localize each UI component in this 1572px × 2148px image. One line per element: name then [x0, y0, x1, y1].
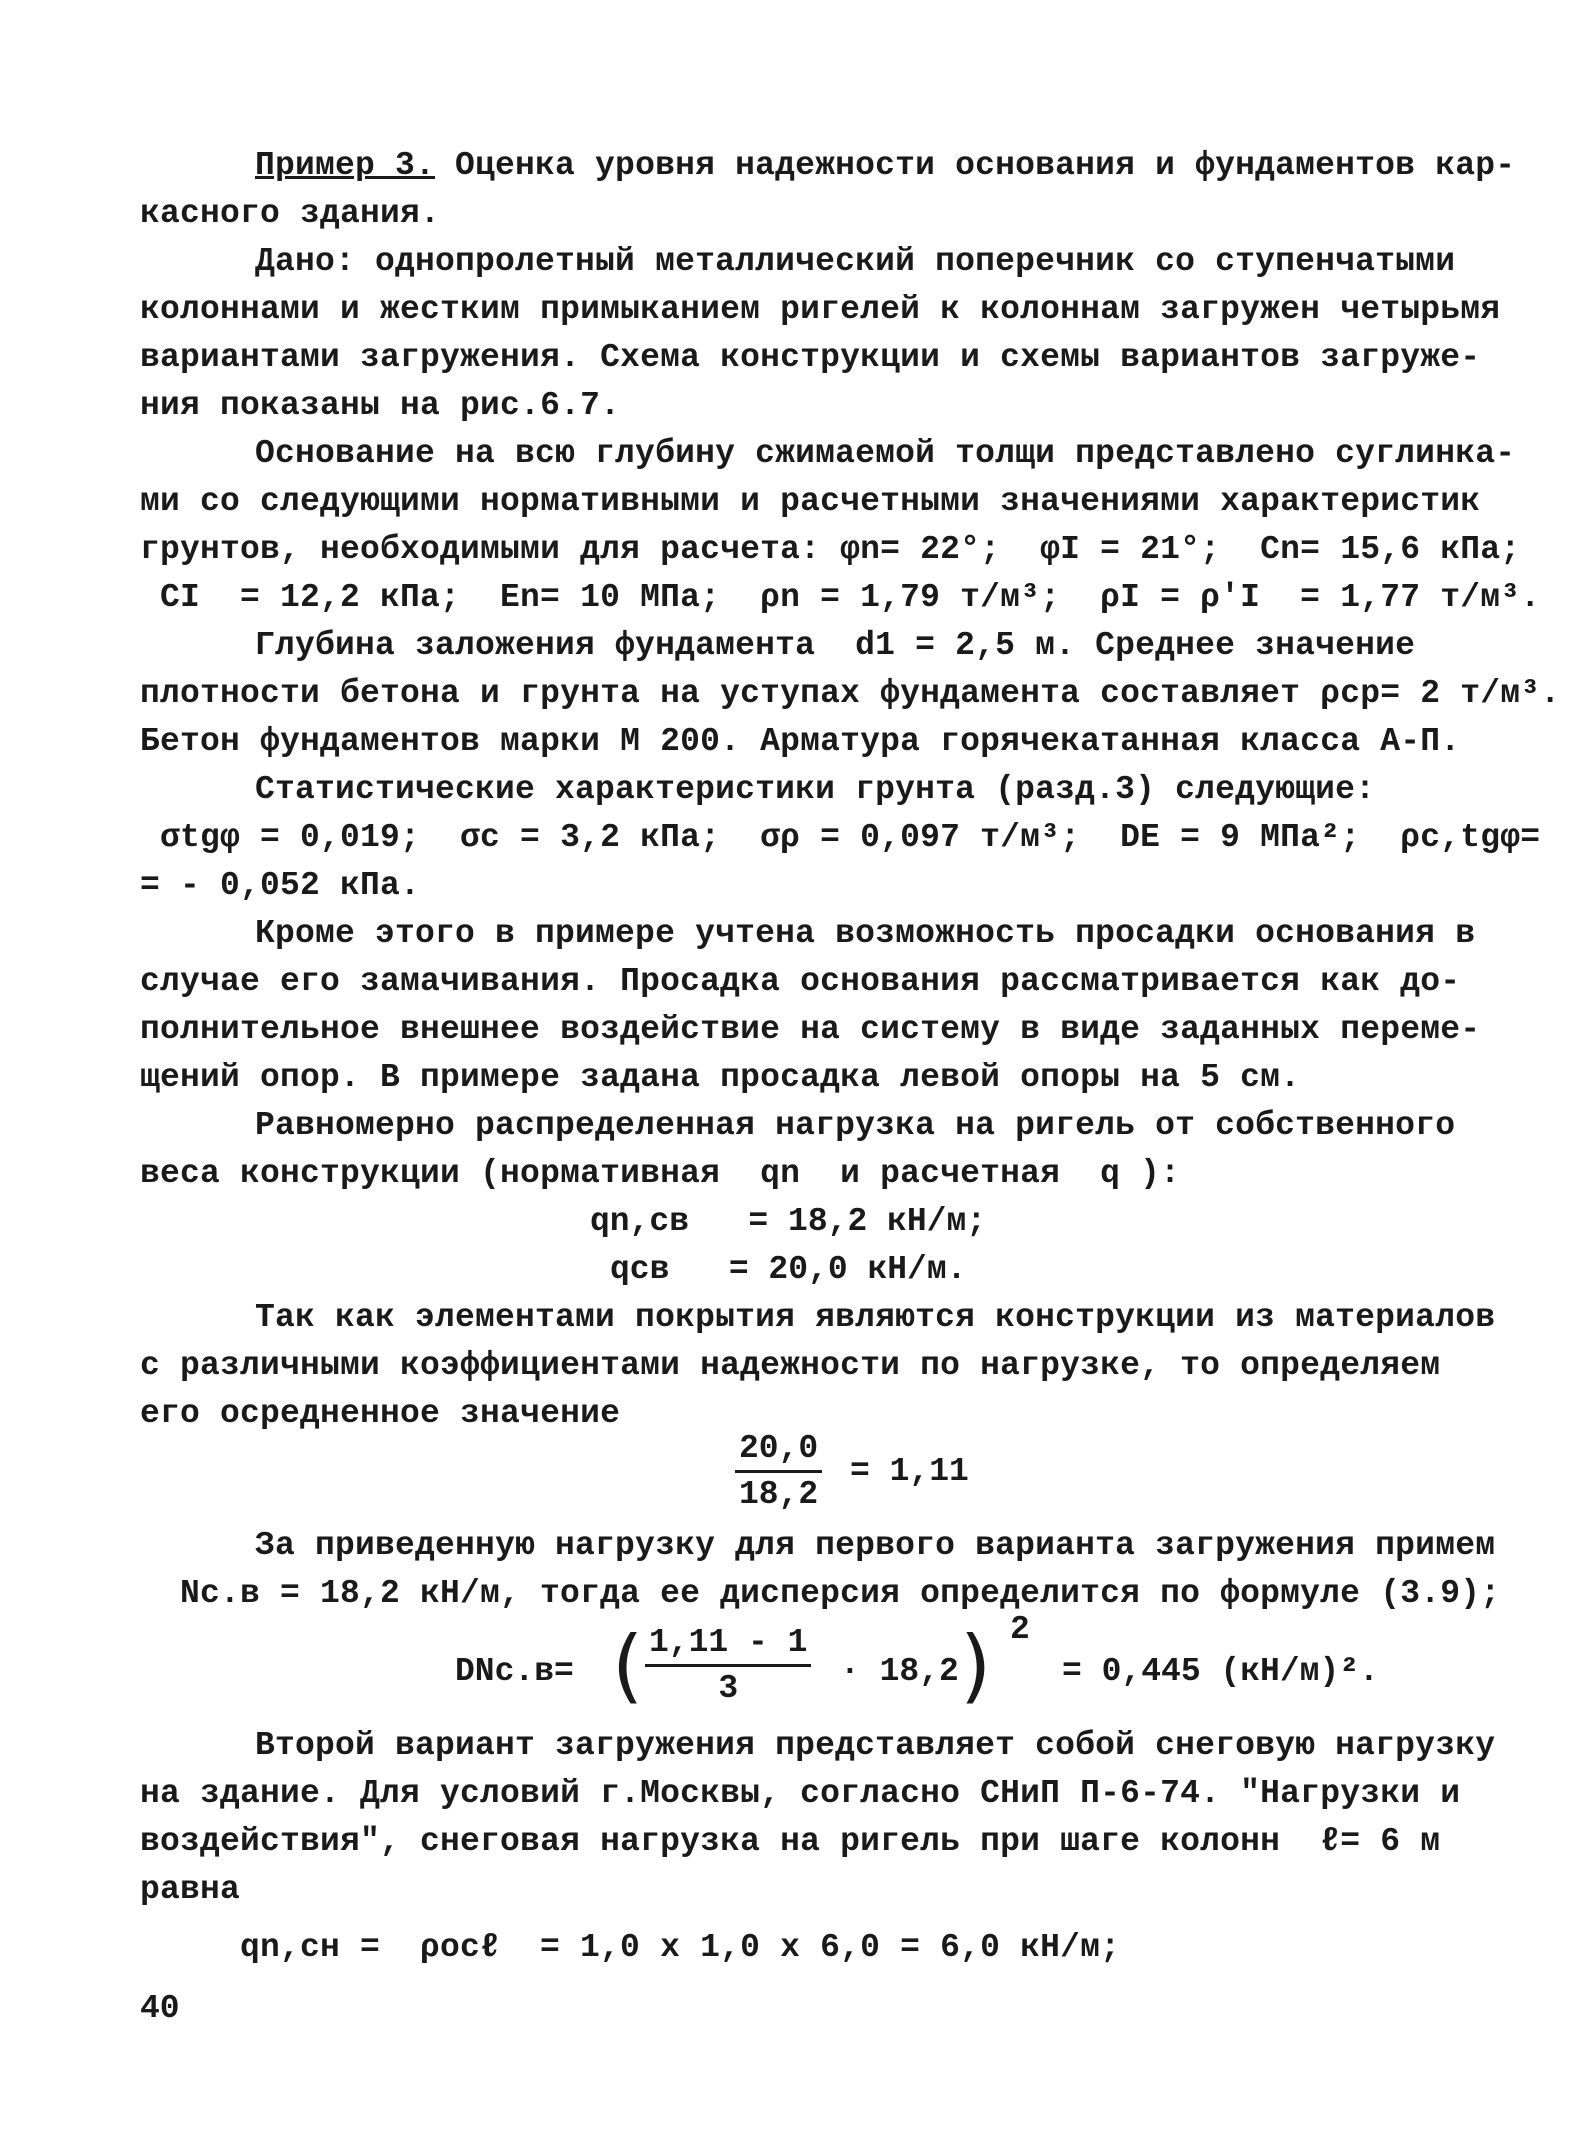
text-line: равна — [140, 1871, 241, 1908]
fraction-result: = 1,11 — [850, 1453, 969, 1490]
formula-line: σtgφ = 0,019; σc = 3,2 кПа; σρ = 0,097 т/м³; DE = 9 МПа²; ρc,tgφ= — [160, 819, 1541, 856]
text-line: плотности бетона и грунта на уступах фундамента составляет ρcp= 2 т/м³. — [140, 675, 1561, 712]
formula-line: CI = 12,2 кПа; En= 10 МПа; ρn = 1,79 т/м³; ρI = ρ'I = 1,77 т/м³. — [160, 579, 1541, 616]
fraction-denominator: 18,2 — [739, 1476, 819, 1513]
fraction-numerator: 1,11 - 1 — [645, 1622, 811, 1667]
formula-result: = 0,445 (кН/м)². — [1062, 1653, 1379, 1690]
exponent: 2 — [1010, 1611, 1030, 1648]
text-line: его осредненное значение — [140, 1395, 621, 1432]
text-line: Бетон фундаментов марки М 200. Арматура горячекатанная класса А-П. — [140, 723, 1461, 760]
page-number: 40 — [140, 1990, 180, 2027]
paren-left: ( — [612, 1619, 644, 1712]
formula-multiplier: · 18,2 — [840, 1653, 959, 1690]
text-line: колоннами и жестким примыканием ригелей к колоннам загружен четырьмя — [140, 291, 1501, 328]
formula-line: Nc.в = 18,2 кН/м, тогда ее дисперсия определится по формуле (3.9); — [180, 1575, 1501, 1612]
text-line: ми со следующими нормативными и расчетными значениями характеристик — [140, 483, 1481, 520]
text-line: За приведенную нагрузку для первого варианта загружения примем — [255, 1527, 1496, 1564]
text-line: Второй вариант загружения представляет собой снеговую нагрузку — [255, 1727, 1496, 1764]
text-line: Глубина заложения фундамента d1 = 2,5 м. Среднее значение — [255, 627, 1416, 664]
formula-line: qcв = 20,0 кН/м. — [610, 1251, 967, 1288]
paren-right: ) — [960, 1619, 992, 1712]
text-line: вариантами загружения. Схема конструкции и схемы вариантов загруже- — [140, 339, 1481, 376]
text-line: полнительное внешнее воздействие на систему в виде заданных переме- — [140, 1011, 1481, 1048]
example-heading: Пример 3. — [255, 147, 436, 184]
text-line: Основание на всю глубину сжимаемой толщи представлено суглинка- — [255, 435, 1516, 472]
text-line: случае его замачивания. Просадка основания рассматривается как до- — [140, 963, 1461, 1000]
text-line: Так как элементами покрытия являются конструкции из материалов — [255, 1299, 1496, 1336]
fraction-numerator: 20,0 — [735, 1428, 822, 1473]
text-line: Кроме этого в примере учтена возможность просадки основания в — [255, 915, 1476, 952]
fraction-denominator: 3 — [718, 1670, 739, 1707]
text-line: с различными коэффициентами надежности по нагрузке, то определяем — [140, 1347, 1441, 1384]
text-line: Статистические характеристики грунта (разд.3) следующие: — [255, 771, 1376, 808]
text-line: ния показаны на рис.6.7. — [140, 387, 621, 424]
text-line: Дано: однопролетный металлический поперечник со ступенчатыми — [255, 243, 1456, 280]
text-line: касного здания. — [140, 195, 441, 232]
heading-text: Оценка уровня надежности основания и фундаментов кар- — [435, 147, 1516, 184]
formula-line: qn,cв = 18,2 кН/м; — [590, 1203, 987, 1240]
formula-line: qn,сн = ρocℓ = 1,0 x 1,0 x 6,0 = 6,0 кН/м; — [240, 1929, 1121, 1966]
text-line: на здание. Для условий г.Москвы, согласно СНиП П-6-74. "Нагрузки и — [140, 1775, 1461, 1812]
text-line: воздействия", снеговая нагрузка на ригель при шаге колонн ℓ= 6 м — [140, 1823, 1441, 1860]
text-line — [255, 142, 1516, 190]
formula-line: грунтов, необходимыми для расчета: φn= 22°; φI = 21°; Cn= 15,6 кПа; — [140, 531, 1521, 568]
text-line: щений опор. В примере задана просадка левой опоры на 5 см. — [140, 1059, 1301, 1096]
fraction — [735, 1428, 822, 1517]
formula-line: = - 0,052 кПа. — [140, 867, 421, 904]
text-line: Равномерно распределенная нагрузка на ригель от собственного — [255, 1107, 1456, 1144]
text-line: веса конструкции (нормативная qn и расчетная q ): — [140, 1155, 1181, 1192]
formula-lhs: DNc.в= — [455, 1653, 574, 1690]
fraction — [645, 1622, 811, 1711]
